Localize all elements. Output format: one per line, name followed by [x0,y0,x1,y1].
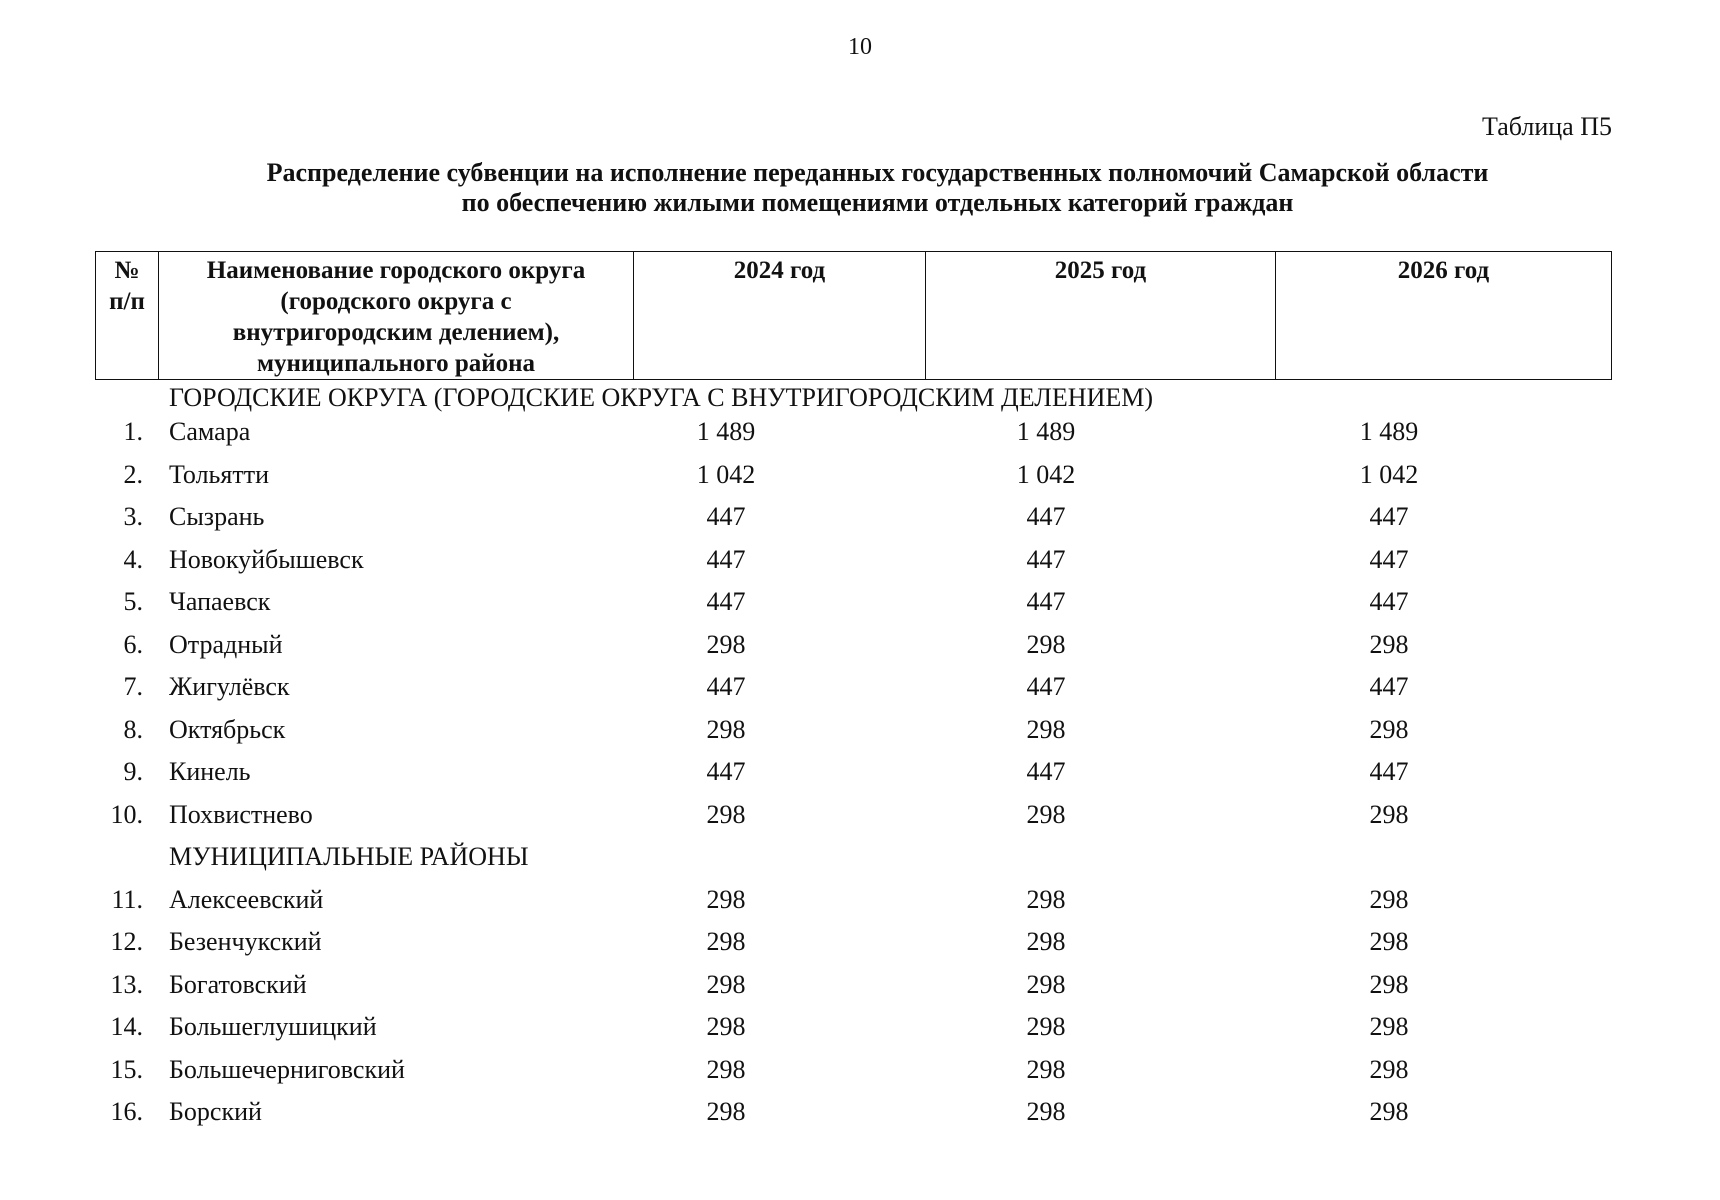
row-name: Октябрьск [169,714,286,744]
row-value-2026: 447 [1369,757,1409,786]
table-row [95,581,1611,624]
row-name: Алексеевский [169,884,324,914]
table-row [95,1006,1611,1049]
row-value-2025: 447 [1026,502,1066,531]
table-row [95,921,1611,964]
row-name: Борский [169,1097,262,1126]
row-value-2024: 298 [706,1012,746,1041]
row-value-2025: 447 [1026,587,1066,616]
row-value-2026: 447 [1369,502,1409,531]
row-value-2024: 447 [706,544,746,574]
table-row [95,1091,1611,1134]
table-body [95,381,1611,1134]
row-value-2025: 298 [1026,969,1066,999]
row-number: 7. [123,672,143,701]
row-number: 15. [110,1054,143,1084]
header-row [96,252,1612,380]
row-value-2024: 298 [706,1097,746,1126]
row-value-2025: 1 042 [1016,459,1076,489]
row-number: 14. [110,1012,143,1041]
row-number: 12. [110,927,143,956]
header-num-cell [96,252,159,380]
row-value-2026: 298 [1369,714,1409,744]
table-row [95,964,1611,1007]
row-value-2025: 1 489 [1016,417,1076,446]
row-value-2026: 1 489 [1359,417,1419,446]
row-value-2026: 298 [1369,884,1409,914]
row-value-2025: 298 [1026,799,1066,829]
row-name: Тольятти [169,459,270,489]
row-value-2026: 447 [1369,672,1409,701]
table-label: Таблица П5 [1482,112,1612,141]
row-value-2026: 1 042 [1359,459,1419,489]
row-value-2024: 298 [706,799,746,829]
row-value-2024: 1 489 [696,417,756,446]
page-number: 10 [848,34,872,60]
row-value-2024: 447 [706,757,746,786]
row-number: 6. [123,629,143,659]
row-value-2024: 298 [706,884,746,914]
row-name: Сызрань [169,502,265,531]
header-name-cell [159,252,634,380]
row-value-2024: 298 [706,927,746,956]
row-value-2024: 298 [706,1054,746,1084]
row-number: 8. [123,714,143,744]
title-line-2: по обеспечению жилыми помещениями отдельных категорий граждан [461,188,1294,217]
table-row [95,411,1611,454]
row-value-2024: 298 [706,629,746,659]
row-value-2026: 298 [1369,1054,1409,1084]
table-row [95,666,1611,709]
row-name: Безенчукский [169,927,322,956]
header-name-line-1: Наименование городского округа [206,257,586,284]
table-row [95,879,1611,922]
row-value-2026: 298 [1369,799,1409,829]
row-value-2025: 298 [1026,714,1066,744]
table-row [95,624,1611,667]
row-name: Большеглушицкий [169,1012,377,1041]
row-name: Чапаевск [169,587,271,616]
row-value-2025: 298 [1026,884,1066,914]
section-title: ГОРОДСКИЕ ОКРУГА (ГОРОДСКИЕ ОКРУГА С ВНУТРИГОРОДСКИМ ДЕЛЕНИЕМ) [169,383,1154,412]
header-name-line-3: внутригородским делением), [232,319,560,346]
row-number: 1. [123,417,143,446]
row-value-2026: 298 [1369,927,1409,956]
table-row [95,454,1611,497]
row-value-2026: 298 [1369,969,1409,999]
row-value-2024: 1 042 [696,459,756,489]
row-name: Новокуйбышевск [169,544,364,574]
row-number: 5. [123,587,143,616]
header-year-2026: 2026 год [1276,252,1612,380]
row-name: Жигулёвск [169,672,290,701]
row-value-2026: 447 [1369,587,1409,616]
table-row [95,709,1611,752]
section-title: МУНИЦИПАЛЬНЫЕ РАЙОНЫ [169,842,529,871]
row-number: 9. [123,757,143,786]
row-value-2024: 447 [706,502,746,531]
table-row [95,1049,1611,1092]
table-row [95,539,1611,582]
header-year-2025: 2025 год [926,252,1276,380]
header-name-line-2: (городского округа с [280,288,512,315]
table-row [95,751,1611,794]
row-value-2024: 447 [706,587,746,616]
row-value-2026: 298 [1369,1097,1409,1126]
row-name: Отрадный [169,629,283,659]
row-number: 13. [110,969,143,999]
row-number: 16. [110,1097,143,1126]
document-title [120,158,1635,218]
row-number: 3. [123,502,143,531]
row-value-2026: 447 [1369,544,1409,574]
header-year-2024: 2024 год [634,252,926,380]
section-heading [95,836,1611,879]
row-value-2026: 298 [1369,629,1409,659]
row-name: Богатовский [169,969,307,999]
row-name: Похвистнево [169,799,313,829]
row-number: 2. [123,459,143,489]
row-value-2026: 298 [1369,1012,1409,1041]
title-line-1: Распределение субвенции на исполнение переданных государственных полномочий Самарской области [266,158,1489,187]
row-number: 10. [110,799,143,829]
row-name: Самара [169,417,251,446]
header-num-line-1: № [114,257,140,284]
row-number: 4. [123,544,143,574]
row-value-2025: 447 [1026,544,1066,574]
section-heading [95,381,1611,411]
row-value-2025: 298 [1026,1012,1066,1041]
row-value-2025: 447 [1026,672,1066,701]
row-name: Большечерниговский [169,1054,405,1084]
row-value-2024: 298 [706,714,746,744]
table-row [95,496,1611,539]
table-header [95,251,1612,380]
row-value-2025: 298 [1026,1097,1066,1126]
row-value-2025: 298 [1026,1054,1066,1084]
row-name: Кинель [169,757,251,786]
row-number: 11. [111,884,143,914]
row-value-2024: 298 [706,969,746,999]
row-value-2025: 298 [1026,927,1066,956]
row-value-2024: 447 [706,672,746,701]
table-row [95,794,1611,837]
header-name-line-4: муниципального района [256,350,536,377]
row-value-2025: 447 [1026,757,1066,786]
row-value-2025: 298 [1026,629,1066,659]
header-num-line-2: п/п [109,288,145,315]
